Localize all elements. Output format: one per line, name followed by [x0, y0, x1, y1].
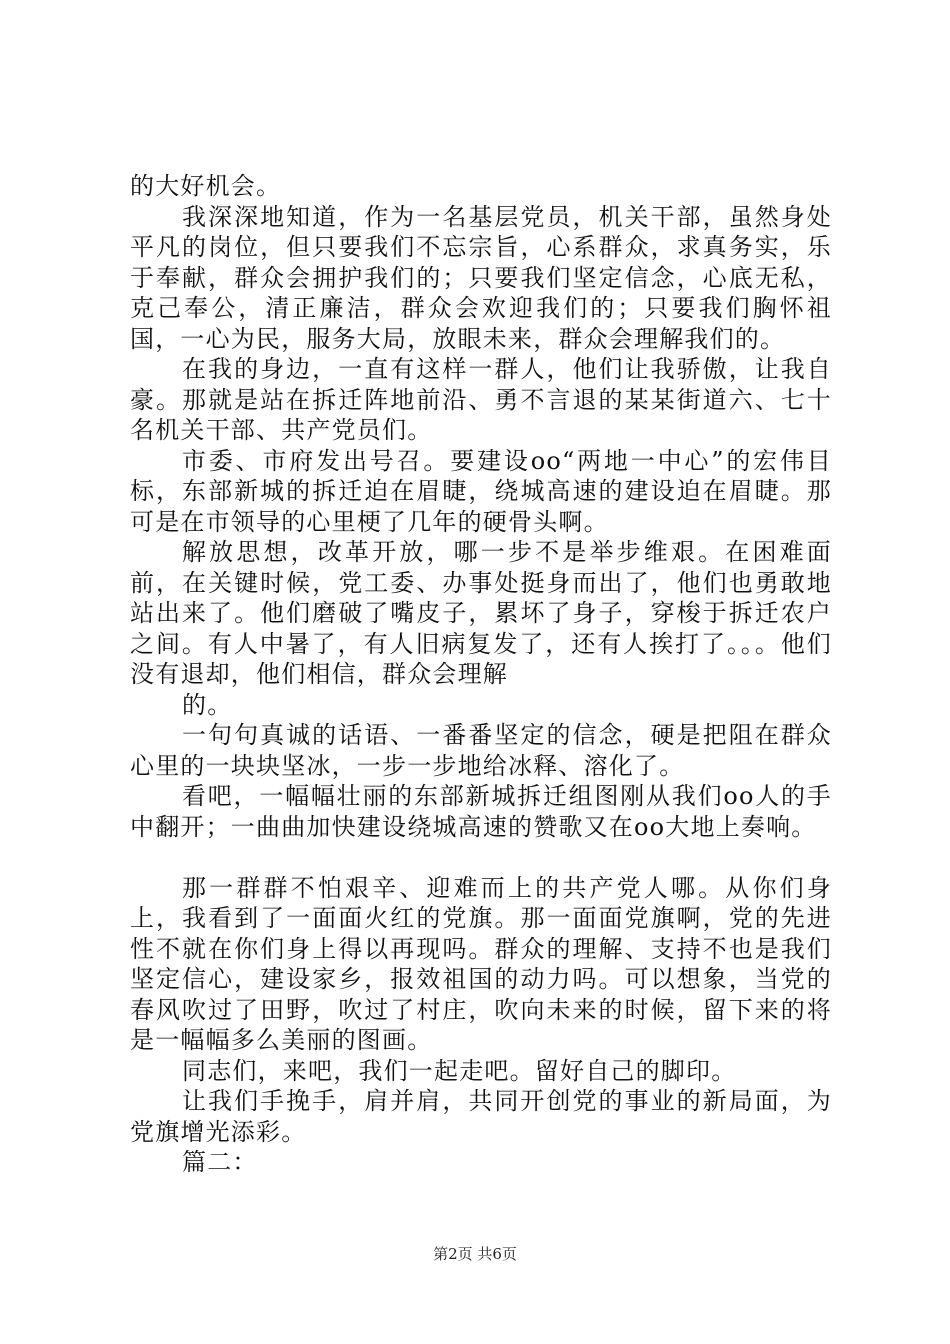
paragraph: 我深深地知道，作为一名基层党员，机关干部，虽然身处平凡的岗位，但只要我们不忘宗旨，心系群众，求真务实，乐于奉献，群众会拥护我们的；只要我们坚定信念，心底无私，克己奉公，清正廉洁，群众会欢迎我们的；只要我们胸怀祖国，一心为民，服务大局，放眼未来，群众会理解我们的。 [130, 202, 832, 353]
paragraph: 看吧，一幅幅壮丽的东部新城拆迁组图刚从我们oo人的手中翻开；一曲曲加快建设绕城高速的赞歌又在oo大地上奏响。 [130, 782, 832, 841]
section-heading: 篇二： [182, 1148, 258, 1176]
paragraph: 让我们手挽手，肩并肩，共同开创党的事业的新局面，为党旗增光添彩。 [130, 1087, 832, 1146]
page-number-footer: 第2页 共6页 [433, 1245, 517, 1263]
paragraph-continuation: 的大好机会。 [130, 172, 282, 200]
paragraph: 同志们，来吧，我们一起走吧。留好自己的脚印。 [182, 1056, 737, 1085]
document-body [130, 171, 832, 1178]
paragraph-fragment: 的。 [182, 690, 233, 719]
paragraph: 一句句真诚的话语、一番番坚定的信念，硬是把阻在群众心里的一块块坚冰，一步一步地给冰释、溶化了。 [130, 721, 832, 780]
paragraph: 那一群群不怕艰辛、迎难而上的共产党人哪。从你们身上，我看到了一面面火红的党旗。那一面面党旗啊，党的先进性不就在你们身上得以再现吗。群众的理解、支持不也是我们坚定信心，建设家乡，报效祖国的动力吗。可以想象，当党的春风吹过了田野，吹过了村庄，吹向未来的时候，留下来的将是一幅幅多么美丽的图画。 [130, 873, 832, 1054]
paragraph: 在我的身边，一直有这样一群人，他们让我骄傲，让我自豪。那就是站在拆迁阵地前沿、勇不言退的某某街道六、七十名机关干部、共产党员们。 [130, 355, 832, 444]
paragraph: 解放思想，改革开放，哪一步不是举步维艰。在困难面前，在关键时候，党工委、办事处挺身而出了，他们也勇敢地站出来了。他们磨破了嘴皮子，累坏了身子，穿梭于拆迁农户之间。有人中暑了，有人旧病复发了，还有人挨打了。。。他们没有退却，他们相信，群众会理解 [130, 538, 832, 688]
paragraph: 市委、市府发出号召。要建设oo“两地一中心”的宏伟目标，东部新城的拆迁迫在眉睫，绕城高速的建设迫在眉睫。那可是在市领导的心里梗了几年的硬骨头啊。 [130, 446, 832, 536]
paragraph-spacer [130, 842, 832, 873]
